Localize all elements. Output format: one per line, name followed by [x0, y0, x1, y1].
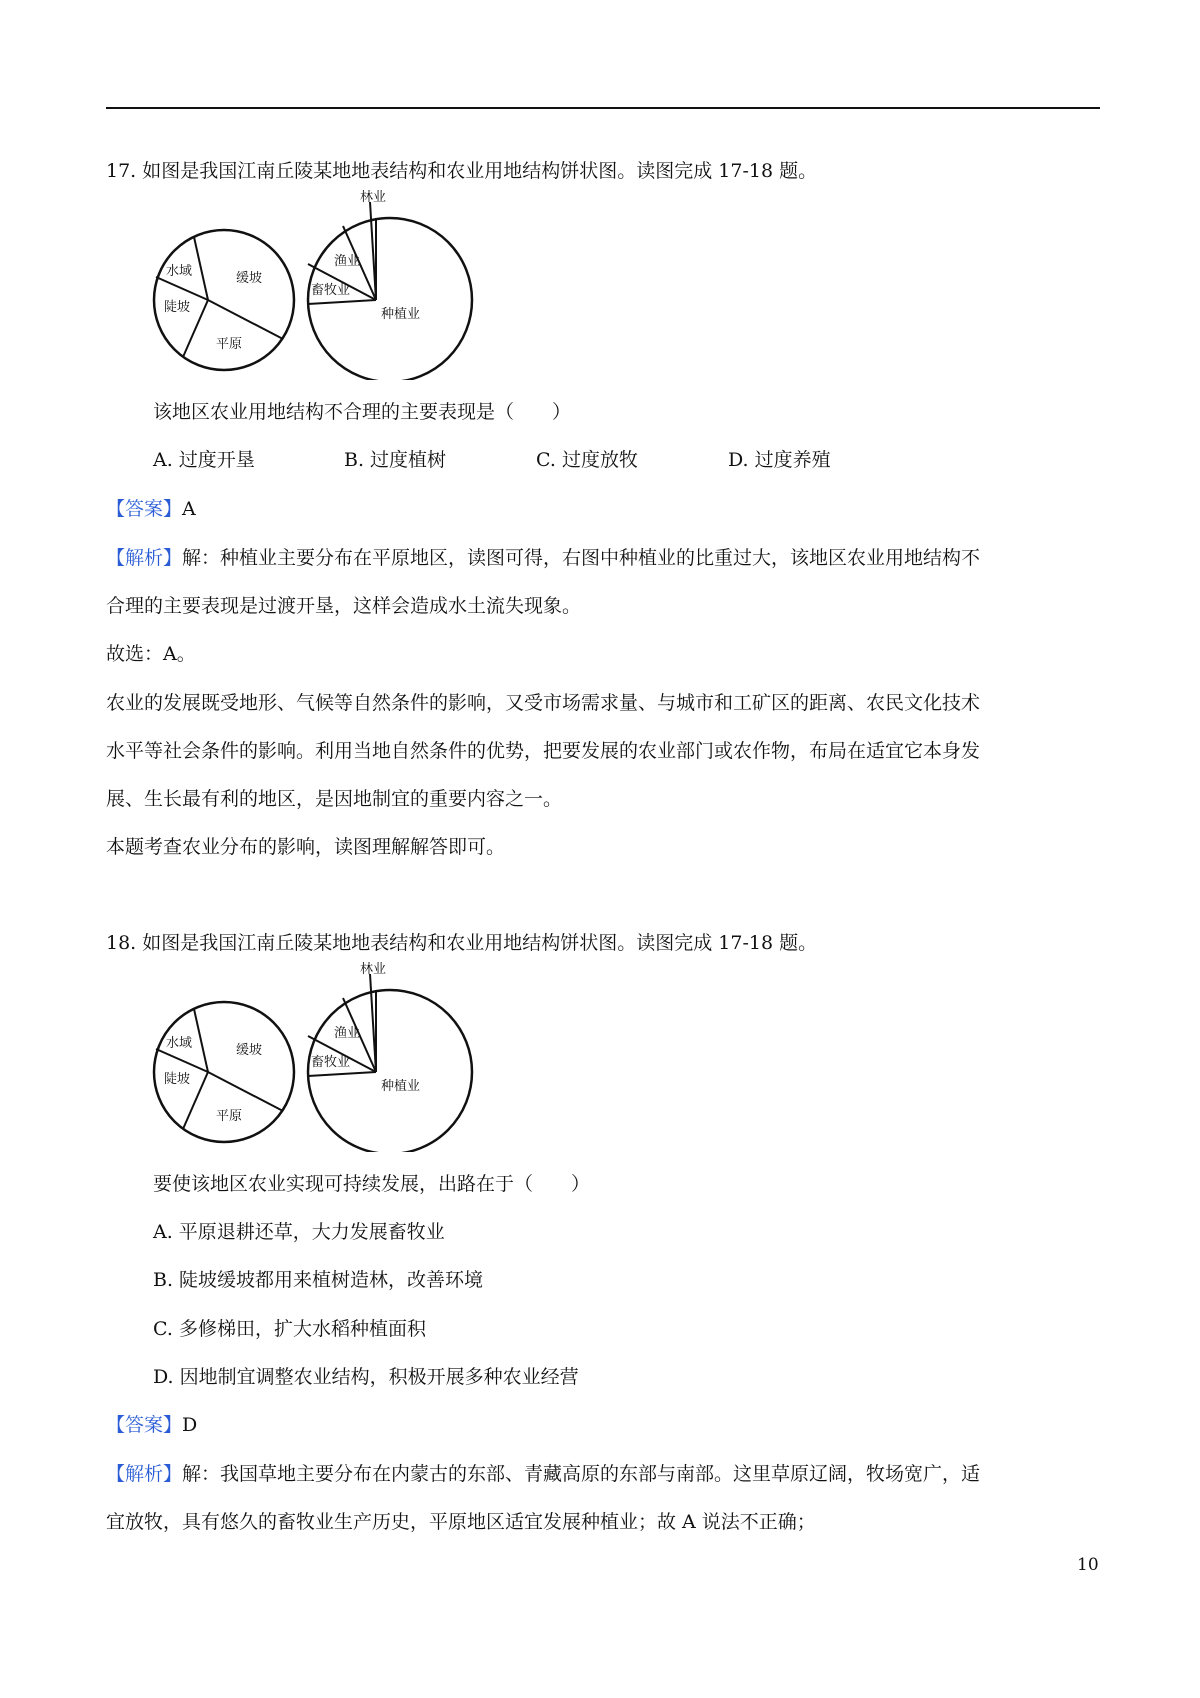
q18-option-d: D. 因地制宜调整农业结构，积极开展多种农业经营	[153, 1366, 579, 1388]
q17-answer-tag: 【答案】	[106, 498, 183, 520]
q18-analysis-line-1	[106, 1460, 980, 1488]
q18-analysis-tag: 【解析】	[106, 1463, 183, 1485]
q17-analysis-line-6: 展、生长最有利的地区，是因地制宜的重要内容之一。	[106, 788, 563, 810]
q17-land-label-plain: 平原	[216, 337, 243, 352]
q17-agri-pie	[308, 190, 472, 380]
q17-question: 该地区农业用地结构不合理的主要表现是（ ）	[153, 401, 572, 423]
q17-analysis-tag: 【解析】	[106, 547, 183, 569]
q17-figure	[150, 190, 490, 380]
q18-agri-label-livestock: 畜牧业	[311, 1055, 351, 1070]
q17-agri-label-livestock: 畜牧业	[311, 283, 351, 298]
q17-analysis-line-1	[106, 544, 980, 572]
header-rule	[106, 107, 1100, 109]
q17-analysis-line-3: 故选：A。	[106, 643, 196, 665]
q18-agri-label-crops: 种植业	[381, 1079, 421, 1094]
q17-option-d: D. 过度养殖	[728, 449, 831, 471]
q17-option-c: C. 过度放牧	[536, 449, 638, 471]
q18-stem: 18. 如图是我国江南丘陵某地地表结构和农业用地结构饼状图。读图完成 17-18 题。	[106, 932, 818, 954]
q17-option-b: B. 过度植树	[344, 449, 447, 471]
q18-land-pie	[154, 1002, 294, 1142]
q18-land-label-plain: 平原	[216, 1109, 243, 1124]
q18-analysis-line-2: 宜放牧，具有悠久的畜牧业生产历史，平原地区适宜发展种植业；故 A 说法不正确；	[106, 1511, 816, 1533]
q18-answer	[106, 1411, 197, 1439]
q17-land-label-gentle: 缓坡	[236, 271, 263, 286]
q17-analysis-line-7: 本题考查农业分布的影响，读图理解解答即可。	[106, 836, 506, 858]
q17-land-label-water: 水域	[166, 264, 193, 279]
q18-option-a: A. 平原退耕还草，大力发展畜牧业	[153, 1221, 445, 1243]
q17-land-label-steep: 陡坡	[164, 300, 191, 315]
q17-analysis-line-5: 水平等社会条件的影响。利用当地自然条件的优势，把要发展的农业部门或农作物，布局在适宜它本身发	[106, 740, 981, 762]
q18-land-label-steep: 陡坡	[164, 1072, 191, 1087]
q17-stem: 17. 如图是我国江南丘陵某地地表结构和农业用地结构饼状图。读图完成 17-18 题。	[106, 160, 818, 182]
q18-answer-tag: 【答案】	[106, 1414, 183, 1436]
q17-answer	[106, 495, 196, 523]
q17-analysis-text-1: 解：种植业主要分布在平原地区，读图可得，右图中种植业的比重过大，该地区农业用地结构不	[182, 547, 981, 569]
q18-land-label-gentle: 缓坡	[236, 1043, 263, 1058]
q17-analysis-line-4: 农业的发展既受地形、气候等自然条件的影响，又受市场需求量、与城市和工矿区的距离、农民文化技术	[106, 692, 981, 714]
q17-analysis-line-2: 合理的主要表现是过渡开垦，这样会造成水土流失现象。	[106, 595, 582, 617]
q18-agri-pie	[308, 962, 472, 1152]
q18-land-label-water: 水域	[166, 1036, 193, 1051]
page-number: 10	[1077, 1555, 1099, 1575]
q18-question: 要使该地区农业实现可持续发展，出路在于（ ）	[153, 1173, 591, 1195]
q18-option-c: C. 多修梯田，扩大水稻种植面积	[153, 1318, 426, 1340]
q18-analysis-text-1: 解：我国草地主要分布在内蒙古的东部、青藏高原的东部与南部。这里草原辽阔，牧场宽广，适	[182, 1463, 981, 1485]
q18-figure	[150, 962, 490, 1152]
q18-agri-label-fishery: 渔业	[334, 1026, 361, 1041]
q17-land-pie	[154, 230, 294, 370]
q18-answer-value: D	[182, 1414, 198, 1436]
q18-agri-label-forestry: 林业	[360, 962, 387, 977]
q17-agri-label-crops: 种植业	[381, 307, 421, 322]
q18-option-b: B. 陡坡缓坡都用来植树造林，改善环境	[153, 1269, 484, 1291]
q17-agri-label-fishery: 渔业	[334, 254, 361, 269]
q17-agri-label-forestry: 林业	[360, 190, 387, 205]
q17-answer-value: A	[182, 498, 196, 520]
q17-option-a: A. 过度开垦	[153, 449, 255, 471]
